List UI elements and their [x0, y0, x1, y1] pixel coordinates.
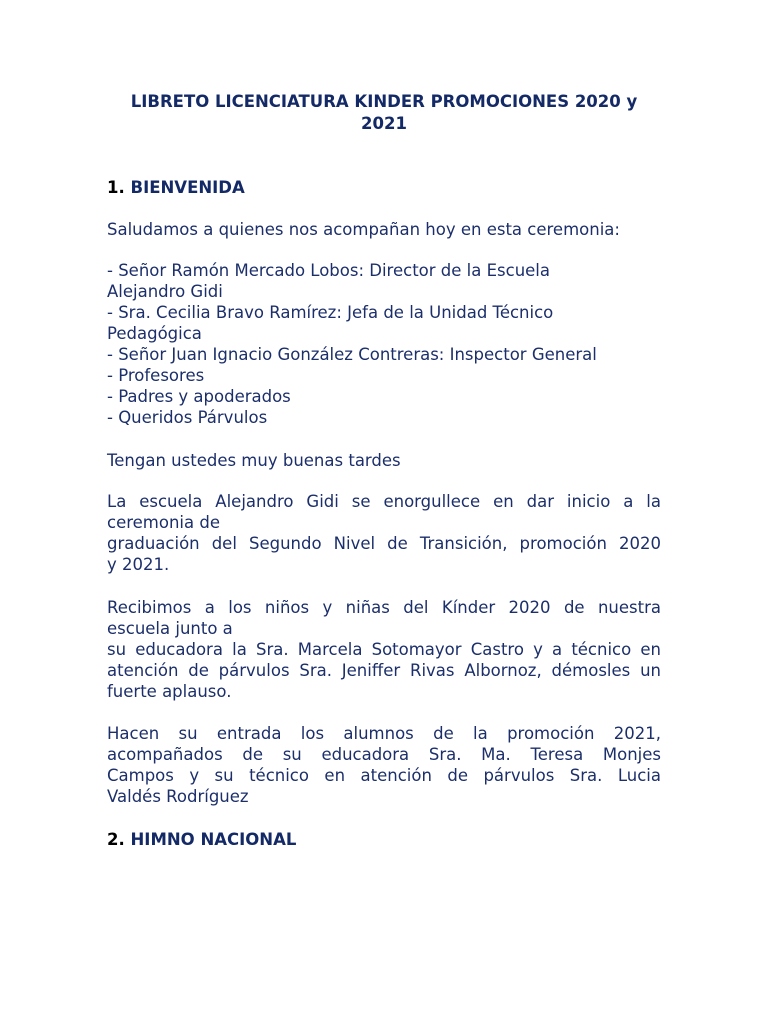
section-number: 1. — [107, 178, 125, 197]
attendee-item: - Profesores — [107, 366, 205, 385]
paragraph-line: acompañados de su educadora Sra. Ma. Teresa Monjes — [107, 745, 661, 764]
attendee-item: - Señor Juan Ignacio González Contreras: Inspector General — [107, 345, 597, 364]
paragraph-line: Hacen su entrada los alumnos de la promoción 2021, — [107, 724, 661, 743]
section-heading-text: HIMNO NACIONAL — [130, 830, 297, 849]
paragraph-kinder-2020 — [107, 597, 661, 702]
paragraph-line: escuela junto a — [107, 619, 233, 638]
paragraph-ceremony-start — [107, 491, 661, 575]
paragraph-line: Valdés Rodríguez — [107, 787, 249, 806]
attendee-item: - Sra. Cecilia Bravo Ramírez: Jefa de la Unidad Técnico Pedagógica — [107, 303, 554, 343]
document-title: LIBRETO LICENCIATURA KINDER PROMOCIONES 2020 y 2021 — [130, 92, 638, 133]
paragraph-promotion-2021 — [107, 723, 661, 807]
paragraph-line: fuerte aplauso. — [107, 682, 232, 701]
section-heading-text: BIENVENIDA — [130, 178, 245, 197]
paragraph-line: Campos y su técnico en atención de párvulos Sra. Lucia — [107, 766, 661, 785]
attendee-list — [107, 260, 661, 428]
attendee-item: - Padres y apoderados — [107, 387, 291, 406]
section-number: 2. — [107, 830, 125, 849]
paragraph-line: y 2021. — [107, 555, 170, 574]
paragraph-line: atención de párvulos Sra. Jeniffer Rivas Albornoz, démosles un — [107, 661, 661, 680]
paragraph-line: graduación del Segundo Nivel de Transición, promoción 2020 — [107, 534, 661, 553]
section-heading-bienvenida — [107, 177, 245, 198]
paragraph-line: ceremonia de — [107, 513, 220, 532]
paragraph-line: La escuela Alejandro Gidi se enorgullece en dar inicio a la — [107, 492, 661, 511]
paragraph-line: su educadora la Sra. Marcela Sotomayor Castro y a técnico en — [107, 640, 661, 659]
greeting-intro: Saludamos a quienes nos acompañan hoy en esta ceremonia: — [107, 220, 620, 239]
good-afternoon-text: Tengan ustedes muy buenas tardes — [107, 451, 401, 470]
attendee-item: - Queridos Párvulos — [107, 408, 268, 427]
attendee-item: - Señor Ramón Mercado Lobos: Director de la Escuela Alejandro Gidi — [107, 261, 550, 301]
paragraph-line: Recibimos a los niños y niñas del Kínder 2020 de nuestra — [107, 598, 661, 617]
section-heading-himno-nacional — [107, 829, 296, 850]
